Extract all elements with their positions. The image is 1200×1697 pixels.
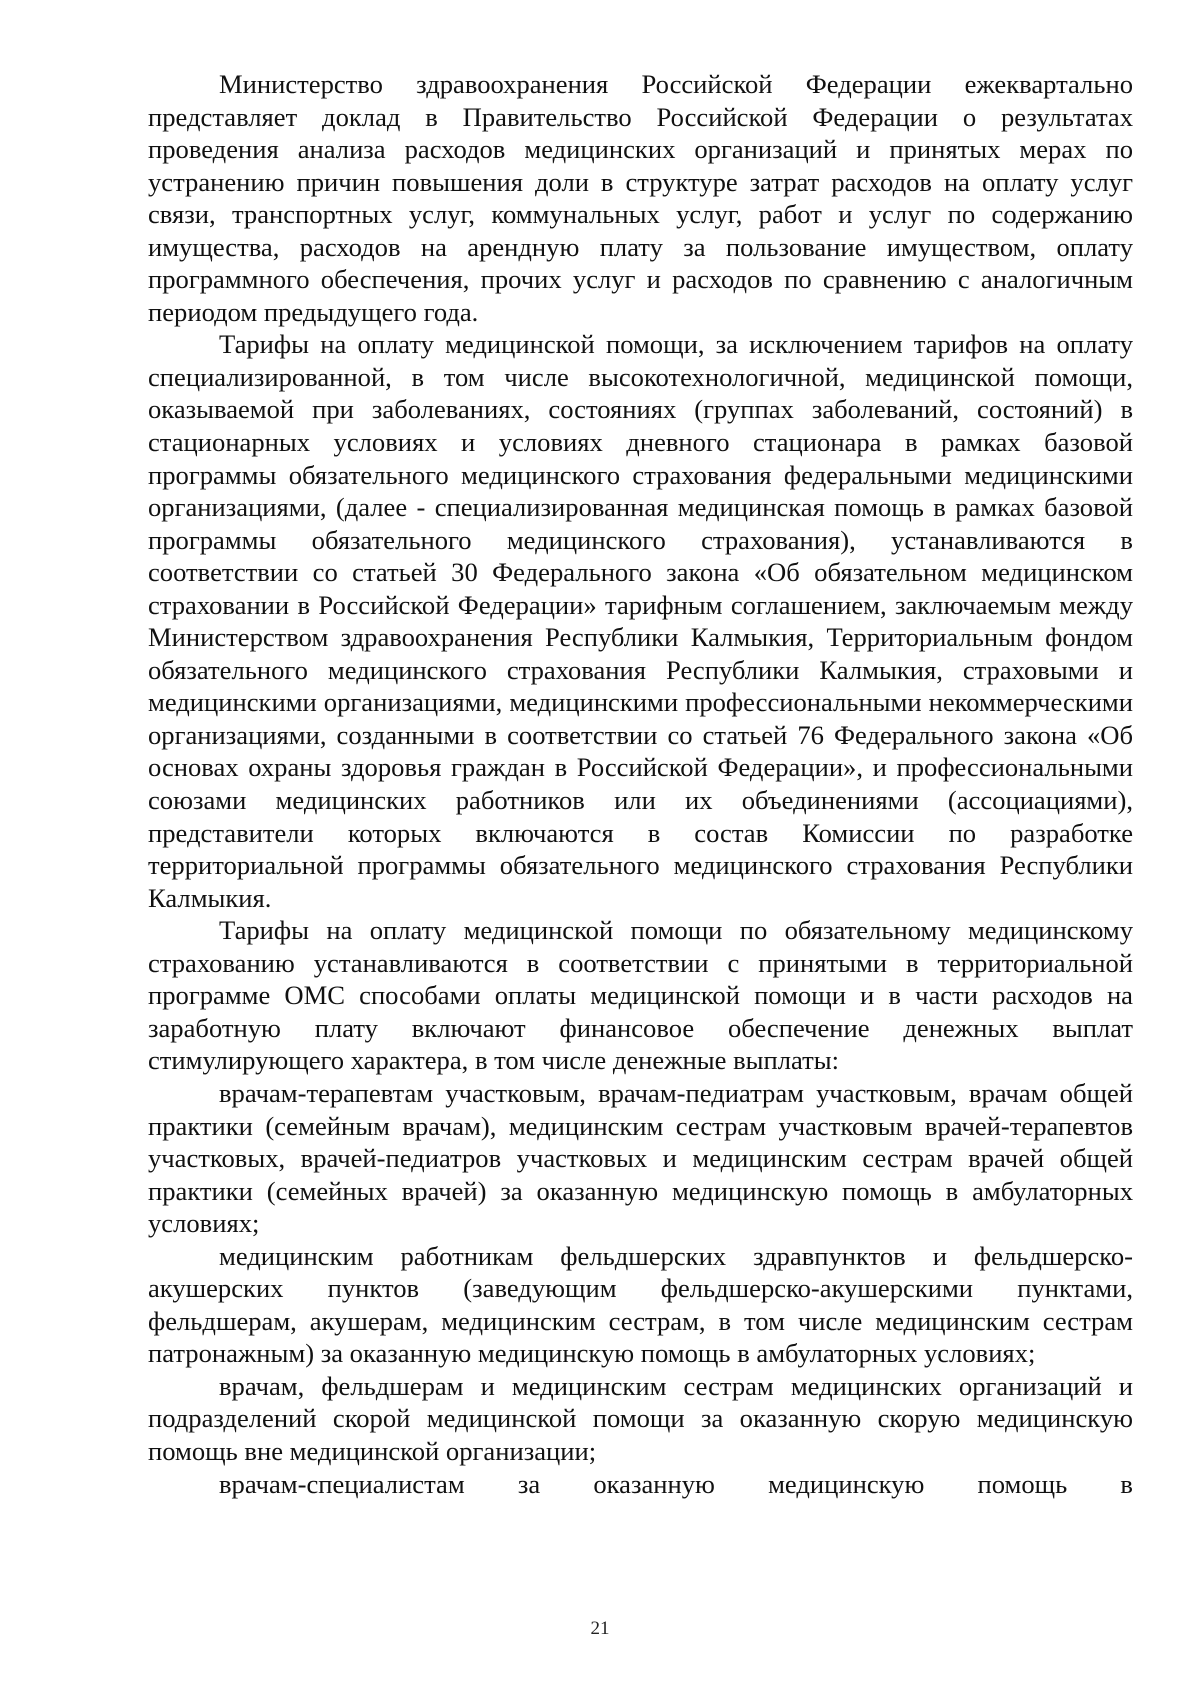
- paragraph-tariffs-oms: Тарифы на оплату медицинской помощи по обязательному медицинскому страхованию устанавливаются в соответствии с принятыми в территориальной программе ОМС способами оплаты медицинской помощи и в части расходов на заработную плату включают финансовое обеспечение денежных выплат стимулирующего характера, в том числе денежные выплаты:: [148, 915, 1133, 1076]
- paragraph-ministry-report: Министерство здравоохранения Российской Федерации ежеквартально представляет доклад в Правительство Российской Федерации о результатах проведения анализа расходов медицинских организаций и принятых мерах по устранению причин повышения доли в структуре затрат расходов на оплату услуг связи, транспортных услуг, коммунальных услуг, работ и услуг по содержанию имущества, расходов на арендную плату за пользование имуществом, оплату программного обеспечения, прочих услуг и расходов по сравнению с аналогичным периодом предыдущего года.: [148, 69, 1133, 327]
- paragraph-therapists: врачам-терапевтам участковым, врачам-педиатрам участковым, врачам общей практики (семейным врачам), медицинским сестрам участковым врачей-терапевтов участковых, врачей-педиатров участковых и медицинским сестрам врачей общей практики (семейных врачей) за оказанную медицинскую помощь в амбулаторных условиях;: [148, 1077, 1133, 1239]
- paragraph-feldsher-points: медицинским работникам фельдшерских здравпунктов и фельдшерско-акушерских пунктов (заведующим фельдшерско-акушерскими пунктами, фельдшерам, акушерам, медицинским сестрам, в том числе медицинским сестрам патронажным) за оказанную медицинскую помощь в амбулаторных условиях;: [148, 1240, 1133, 1369]
- paragraph-tariffs-specialized: Тарифы на оплату медицинской помощи, за исключением тарифов на оплату специализированной, в том числе высокотехнологичной, медицинской помощи, оказываемой при заболеваниях, состояниях (группах заболеваний, состояний) в стационарных условиях и условиях дневного стационара в рамках базовой программы обязательного медицинского страхования федеральными медицинскими организациями, (далее - специализированная медицинская помощь в рамках базовой программы обязательного медицинского страхования), устанавливаются в соответствии со статьей 30 Федерального закона «Об обязательном медицинском страховании в Российской Федерации» тарифным соглашением, заключаемым между Министерством здравоохранения Республики Калмыкия, Территориальным фондом обязательного медицинского страхования Республики Калмыкия, страховыми и медицинскими организациями, медицинскими профессиональными некоммерческими организациями, созданными в соответствии со статьей 76 Федерального закона «Об основах охраны здоровья граждан в Российской Федерации», и профессиональными союзами медицинских работников или их объединениями (ассоциациями), представители которых включаются в состав Комиссии по разработке территориальной программы обязательного медицинского страхования Республики Калмыкия.: [148, 329, 1133, 913]
- document-body: [148, 68, 1133, 1500]
- paragraph-ambulance: врачам, фельдшерам и медицинским сестрам медицинских организаций и подразделений скорой медицинской помощи за оказанную скорую медицинскую помощь вне медицинской организации;: [148, 1370, 1133, 1466]
- paragraph-specialists: врачам-специалистам за оказанную медицинскую помощь в: [219, 1468, 1133, 1499]
- page-number: 21: [590, 1618, 610, 1639]
